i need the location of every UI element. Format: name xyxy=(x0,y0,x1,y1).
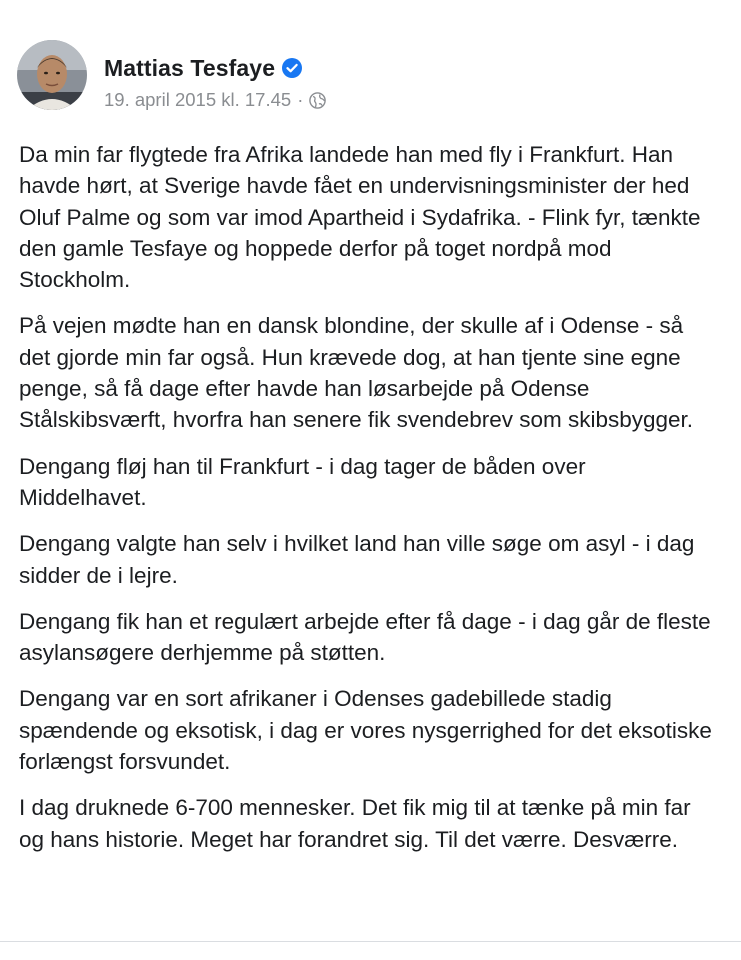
post-meta xyxy=(104,40,326,111)
verified-badge-icon xyxy=(281,57,303,79)
divider xyxy=(0,941,741,942)
globe-icon[interactable] xyxy=(309,92,326,109)
post-paragraph: Dengang fløj han til Frankfurt - i dag tager de båden over Middelhavet. xyxy=(19,453,586,510)
separator-dot: · xyxy=(297,89,304,110)
post-header xyxy=(17,40,326,111)
author-row xyxy=(104,53,326,83)
post-paragraph: Dengang var en sort afrikaner i Odenses gadebillede stadig spændende og eksotisk, i dag er vores nysgerrighed for det eksotiske forlængst forsvundet. xyxy=(19,686,712,775)
post-paragraph: Dengang valgte han selv i hvilket land han ville søge om asyl - i dag sidder de i lejre. xyxy=(19,531,695,588)
avatar[interactable] xyxy=(17,40,87,110)
post-paragraph: I dag druknede 6-700 mennesker. Det fik mig til at tænke på min far og hans historie. Meget har forandret sig. Til det værre. Desværre. xyxy=(19,795,691,852)
post-paragraph: Dengang fik han et regulært arbejde efter få dage - i dag går de fleste asylansøgere derhjemme på støtten. xyxy=(19,608,711,666)
post-subline xyxy=(104,89,326,111)
post-paragraph: Da min far flygtede fra Afrika landede han med fly i Frankfurt. Han havde hørt, at Sverige havde fået en undervisningsminister der hed Oluf Palme og som var imod Apartheid i Sydafrika. - Flink fyr, tænkte den gamle Tesfaye og hoppede derfor på toget nordpå mod Stockholm. xyxy=(19,142,701,293)
author-name[interactable]: Mattias Tesfaye xyxy=(104,54,276,81)
post-timestamp[interactable]: 19. april 2015 kl. 17.45 xyxy=(104,89,292,110)
post-paragraph: På vejen mødte han en dansk blondine, der skulle af i Odense - så det gjorde min far også. Hun krævede dog, at han tjente sine egne penge, så få dage efter havde han løsarbejde på Odense Stålskibsværft, hvorfra han senere fik svendebrev som skibsbygger. xyxy=(19,313,694,433)
post-body xyxy=(19,139,719,870)
